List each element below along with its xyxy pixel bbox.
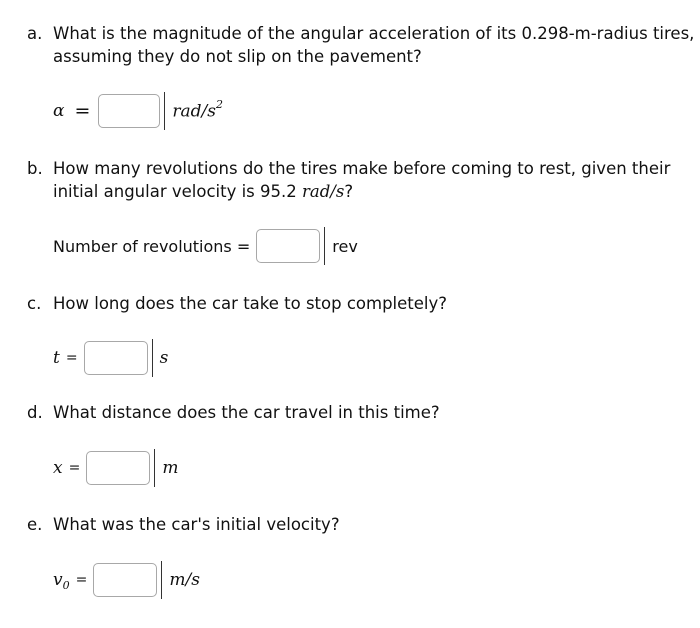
equals-sign: = — [65, 350, 78, 366]
time-unit: s — [159, 348, 169, 368]
alpha-unit-main: rad/s — [172, 101, 217, 122]
unit-bracket — [164, 92, 165, 130]
revolutions-label: Number of revolutions = — [53, 236, 251, 256]
equals-sign: = — [75, 572, 88, 588]
question-b-text-line2 — [27, 180, 670, 203]
question-b-text-line2-post: ? — [344, 182, 354, 201]
question-b-letter: b. — [27, 159, 43, 178]
question-d — [27, 401, 440, 424]
x-symbol: x — [53, 458, 63, 478]
question-e-letter: e. — [27, 515, 43, 534]
angular-velocity-unit: rad/s — [301, 182, 345, 201]
unit-bracket — [152, 339, 153, 377]
question-b-text-line1: How many revolutions do the tires make before coming to rest, given their — [53, 159, 671, 178]
question-c-letter: c. — [27, 294, 42, 313]
question-b-text-line2-pre: initial angular velocity is 95.2 — [53, 182, 302, 201]
answer-row-b — [53, 227, 358, 265]
equals-sign: = — [74, 100, 91, 122]
question-c-text: How long does the car take to stop completely? — [53, 294, 448, 313]
v0-symbol — [53, 570, 70, 590]
unit-bracket — [161, 561, 162, 599]
question-b — [27, 157, 670, 203]
answer-row-d — [53, 449, 178, 487]
question-a-text-line1: What is the magnitude of the angular acceleration of its 0.298-m-radius tires, — [53, 24, 695, 43]
alpha-symbol: α — [53, 101, 65, 121]
question-d-letter: d. — [27, 403, 43, 422]
velocity-unit: m/s — [169, 570, 200, 590]
equals-sign: = — [68, 460, 81, 476]
unit-bracket — [324, 227, 325, 265]
distance-answer-input[interactable] — [86, 451, 150, 485]
question-a — [27, 22, 694, 68]
t-symbol: t — [53, 348, 60, 368]
time-answer-input[interactable] — [84, 341, 148, 375]
alpha-unit — [172, 100, 223, 122]
distance-unit: m — [162, 458, 179, 478]
answer-row-a — [53, 92, 223, 130]
v0-symbol-subscript: 0 — [62, 579, 70, 592]
alpha-answer-input[interactable] — [98, 94, 160, 128]
revolutions-unit: rev — [332, 236, 358, 256]
question-e-text: What was the car's initial velocity? — [53, 515, 340, 534]
question-c — [27, 292, 447, 315]
alpha-unit-exponent: 2 — [216, 98, 224, 112]
question-d-text: What distance does the car travel in this time? — [53, 403, 440, 422]
question-e — [27, 513, 340, 536]
question-a-text-line2: assuming they do not slip on the pavement? — [53, 47, 422, 66]
velocity-answer-input[interactable] — [93, 563, 157, 597]
question-a-letter: a. — [27, 24, 43, 43]
revolutions-answer-input[interactable] — [256, 229, 320, 263]
answer-row-e — [53, 561, 200, 599]
answer-row-c — [53, 339, 168, 377]
v0-symbol-base: v — [53, 570, 63, 590]
unit-bracket — [154, 449, 155, 487]
